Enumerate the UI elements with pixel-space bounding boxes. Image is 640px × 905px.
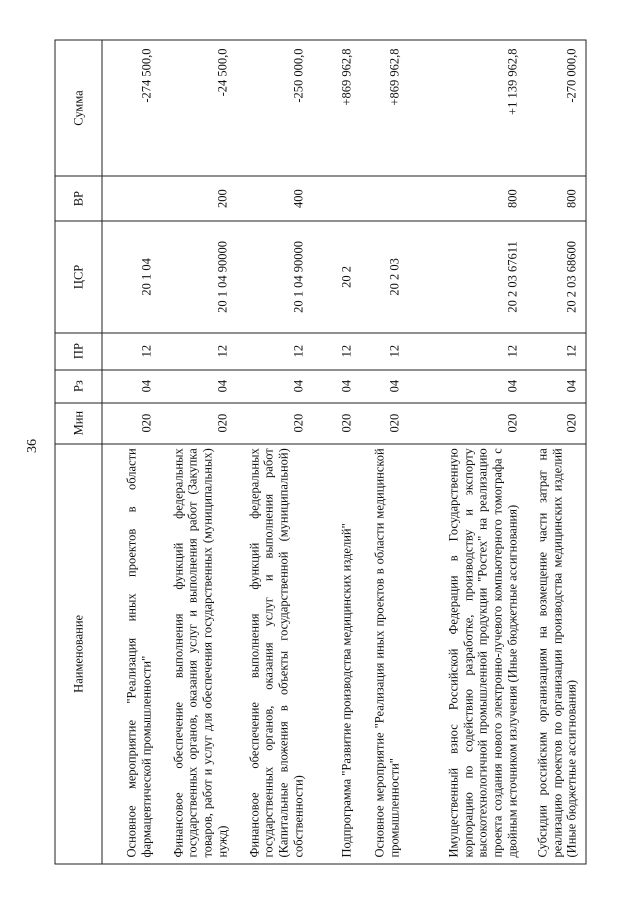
row-name: Финансовое обеспечение выполнения функций федеральных государственных органов, оказания услуг и выполнения работ (Капитальные вложения в объекты государственной (муниципальной) собственности) (236, 444, 312, 864)
table-row (312, 40, 360, 864)
row-min: 020 (526, 403, 586, 444)
row-rz: 04 (312, 370, 360, 403)
header-name: Наименование (55, 444, 102, 864)
row-pr: 12 (408, 333, 526, 370)
row-pr: 12 (160, 333, 236, 370)
row-sum: -24 500,0 (160, 40, 236, 176)
row-pr: 12 (526, 333, 586, 370)
table-row (236, 40, 312, 864)
row-rz: 04 (408, 370, 526, 403)
row-min: 020 (360, 403, 408, 444)
row-sum: +869 962,8 (360, 40, 408, 176)
row-csr: 20 2 (312, 221, 360, 332)
row-vr (102, 176, 160, 221)
header-vr: ВР (55, 176, 102, 221)
row-csr: 20 2 03 67611 (408, 221, 526, 332)
row-sum: +869 962,8 (312, 40, 360, 176)
row-vr (360, 176, 408, 221)
row-rz: 04 (526, 370, 586, 403)
row-vr: 800 (408, 176, 526, 221)
table-row (408, 40, 526, 864)
row-sum: -270 000,0 (526, 40, 586, 176)
row-name: Подпрограмма "Развитие производства медицинских изделий" (312, 444, 360, 864)
row-vr (312, 176, 360, 221)
row-rz: 04 (102, 370, 160, 403)
row-min: 020 (236, 403, 312, 444)
row-vr: 200 (160, 176, 236, 221)
row-min: 020 (102, 403, 160, 444)
header-sum: Сумма (55, 40, 102, 176)
row-sum: -274 500,0 (102, 40, 160, 176)
header-min: Мин (55, 403, 102, 444)
row-pr: 12 (102, 333, 160, 370)
table-row (360, 40, 408, 864)
row-csr: 20 2 03 (360, 221, 408, 332)
row-csr: 20 1 04 90000 (160, 221, 236, 332)
row-pr: 12 (312, 333, 360, 370)
row-name: Имущественный взнос Российской Федерации в Государственную корпорацию по содействию разработке, производству и экспорту высокотехнологичной промышленной продукции "Ростех" на реализацию проекта создания нового электронно-лучевого компьютерного томографа с двойным источником излучения (Иные бюджетные ассигнования) (408, 444, 526, 864)
header-row (55, 40, 102, 864)
row-rz: 04 (160, 370, 236, 403)
header-csr: ЦСР (55, 221, 102, 332)
header-rz: Рз (55, 370, 102, 403)
table-row (526, 40, 586, 864)
table-row (160, 40, 236, 864)
row-pr: 12 (236, 333, 312, 370)
row-name: Основное мероприятие "Реализация иных проектов в области фармацевтической промышленности" (102, 444, 160, 864)
row-name: Финансовое обеспечение выполнения функций федеральных государственных органов, оказания услуг и выполнения работ (Закупка товаров, работ и услуг для обеспечения государственных (муниципальных) нужд) (160, 444, 236, 864)
row-name: Основное мероприятие "Реализация иных проектов в области медицинской промышленности" (360, 444, 408, 864)
page-number: 36 (25, 439, 40, 453)
row-vr: 800 (526, 176, 586, 221)
table-row (102, 40, 160, 864)
row-min: 020 (160, 403, 236, 444)
row-min: 020 (312, 403, 360, 444)
row-pr: 12 (360, 333, 408, 370)
row-rz: 04 (236, 370, 312, 403)
row-rz: 04 (360, 370, 408, 403)
rotated-table-container (55, 40, 585, 865)
row-vr: 400 (236, 176, 312, 221)
row-csr: 20 1 04 (102, 221, 160, 332)
row-sum: -250 000,0 (236, 40, 312, 176)
row-csr: 20 2 03 68600 (526, 221, 586, 332)
header-pr: ПР (55, 333, 102, 370)
row-csr: 20 1 04 90000 (236, 221, 312, 332)
row-name: Субсидии российским организациям на возмещение части затрат на реализацию проектов по организации производства медицинских изделий (Иные бюджетные ассигнования) (526, 444, 586, 864)
budget-table (55, 40, 587, 865)
row-min: 020 (408, 403, 526, 444)
row-sum: +1 139 962,8 (408, 40, 526, 176)
